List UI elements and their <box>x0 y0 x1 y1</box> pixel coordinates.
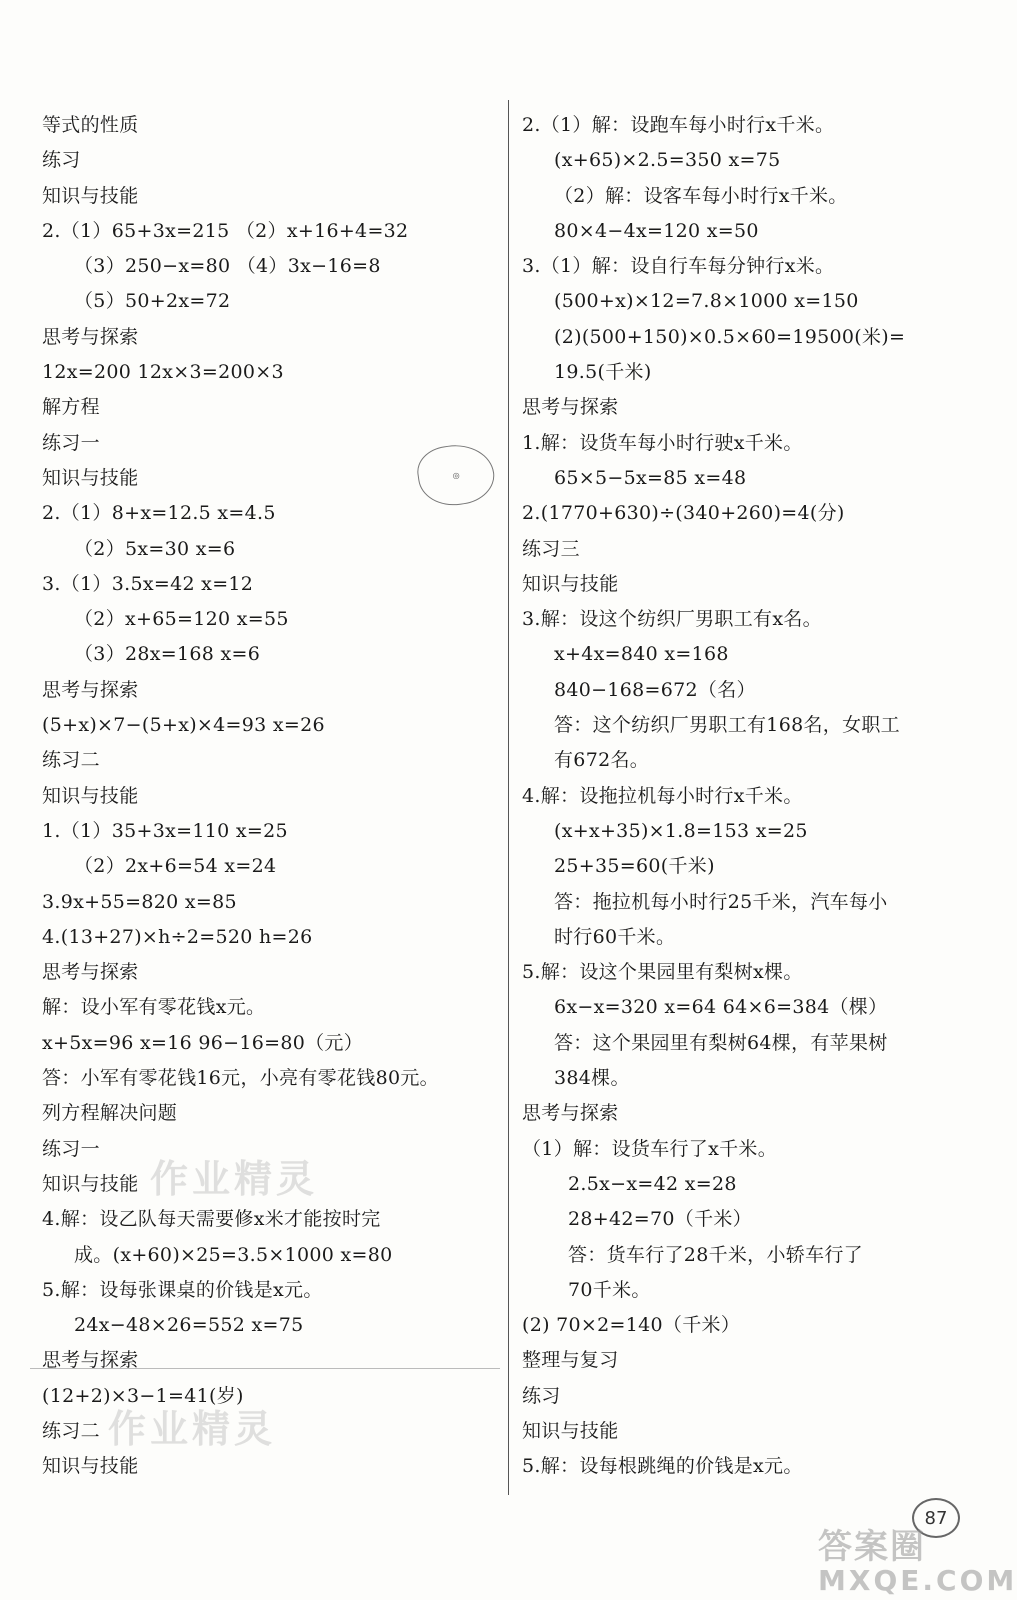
left-line: 成。(x+60)×25=3.5×1000 x=80 <box>74 1243 393 1266</box>
right-line: 6x−x=320 x=64 64×6=384（棵） <box>554 996 888 1019</box>
horizontal-rule <box>30 1368 500 1369</box>
right-line: 25+35=60(千米) <box>554 855 715 878</box>
right-line: (x+65)×2.5=350 x=75 <box>554 149 781 172</box>
watermark: 作业精灵 <box>108 1407 277 1451</box>
left-heading: 练习二 <box>42 1419 100 1442</box>
right-line: 3.解：设这个纺织厂男职工有x名。 <box>522 608 822 631</box>
left-line: 5.解：设每张课桌的价钱是x元。 <box>42 1278 323 1301</box>
right-heading: 知识与技能 <box>522 1419 619 1442</box>
site-logo-bottom: MXQE.COM <box>818 1564 1017 1597</box>
right-line: x+4x=840 x=168 <box>554 643 729 666</box>
left-line: 2.（1）8+x=12.5 x=4.5 <box>42 502 276 525</box>
right-line: 2.（1）解：设跑车每小时行x千米。 <box>522 114 835 136</box>
right-heading: 思考与探索 <box>522 396 619 419</box>
left-line: 2.（1）65+3x=215 （2）x+16+4=32 <box>42 219 409 242</box>
left-heading: 知识与技能 <box>42 784 139 807</box>
left-line: 24x−48×26=552 x=75 <box>74 1314 304 1337</box>
right-line: 5.解：设每根跳绳的价钱是x元。 <box>522 1455 803 1478</box>
watermark: 作业精灵 <box>150 1157 319 1201</box>
left-heading: 思考与探索 <box>42 1349 139 1372</box>
left-line: 12x=200 12x×3=200×3 <box>42 361 284 384</box>
stamp-icon: ◎ <box>414 440 498 510</box>
right-line: 答：货车行了28千米，小轿车行了 <box>568 1243 863 1266</box>
left-heading: 知识与技能 <box>42 1172 139 1195</box>
site-logo-top: 答案圈 <box>818 1527 926 1567</box>
left-heading: 知识与技能 <box>42 466 139 489</box>
left-heading: 思考与探索 <box>42 678 139 701</box>
right-line: 384棵。 <box>554 1067 630 1090</box>
right-heading: 练习三 <box>522 537 580 560</box>
left-line: （5）50+2x=72 <box>74 290 231 313</box>
column-divider <box>508 100 509 1495</box>
right-line: (2) 70×2=140（千米） <box>522 1314 741 1337</box>
left-line: 4.(13+27)×h÷2=520 h=26 <box>42 925 313 948</box>
left-line: （2）2x+6=54 x=24 <box>74 855 277 878</box>
left-line: 解：设小军有零花钱x元。 <box>42 996 266 1019</box>
right-line: 5.解：设这个果园里有梨树x棵。 <box>522 961 803 984</box>
right-line: (500+x)×12=7.8×1000 x=150 <box>554 290 859 313</box>
right-line: 2.(1770+630)÷(340+260)=4(分) <box>522 502 845 525</box>
left-line: 答：小军有零花钱16元，小亮有零花钱80元。 <box>42 1067 439 1090</box>
right-line: 答：这个果园里有梨树64棵，有苹果树 <box>554 1031 888 1054</box>
left-heading: 知识与技能 <box>42 184 139 207</box>
right-line: 19.5(千米) <box>554 361 652 384</box>
left-heading: 练习一 <box>42 1137 100 1160</box>
right-line: 答：这个纺织厂男职工有168名，女职工 <box>554 714 900 737</box>
right-heading: 知识与技能 <box>522 572 619 595</box>
left-line: (12+2)×3−1=41(岁) <box>42 1384 244 1407</box>
left-heading: 思考与探索 <box>42 325 139 348</box>
right-line: 有672名。 <box>554 749 650 772</box>
right-line: 1.解：设货车每小时行驶x千米。 <box>522 431 803 454</box>
left-line: 4.解：设乙队每天需要修x米才能按时完 <box>42 1208 381 1231</box>
right-line: (2)(500+150)×0.5×60=19500(米)= <box>554 325 906 348</box>
right-line: 答：拖拉机每小时行25千米，汽车每小 <box>554 890 888 913</box>
right-line: （1）解：设货车行了x千米。 <box>522 1137 778 1160</box>
right-line: 28+42=70（千米） <box>568 1208 752 1231</box>
left-line: (5+x)×7−(5+x)×4=93 x=26 <box>42 714 325 737</box>
left-heading: 列方程解决问题 <box>42 1102 178 1125</box>
site-logo <box>818 1527 1017 1598</box>
left-line: （3）250−x=80 （4）3x−16=8 <box>74 255 381 278</box>
left-heading: 练习二 <box>42 749 100 772</box>
right-line: 80×4−4x=120 x=50 <box>554 219 759 242</box>
left-heading: 练习一 <box>42 431 100 454</box>
right-heading: 练习 <box>522 1384 561 1407</box>
left-heading: 思考与探索 <box>42 961 139 984</box>
right-line: 65×5−5x=85 x=48 <box>554 466 747 489</box>
left-line: 1.（1）35+3x=110 x=25 <box>42 819 288 842</box>
left-line: x+5x=96 x=16 96−16=80（元） <box>42 1031 363 1054</box>
left-line: （2）5x=30 x=6 <box>74 537 236 560</box>
right-column <box>522 108 982 1485</box>
right-line: 70千米。 <box>568 1278 651 1301</box>
left-heading: 知识与技能 <box>42 1455 139 1478</box>
right-heading: 整理与复习 <box>522 1349 619 1372</box>
left-column <box>42 108 502 1485</box>
right-heading: 思考与探索 <box>522 1102 619 1125</box>
page-number: 87 <box>912 1498 960 1538</box>
left-line: 3.（1）3.5x=42 x=12 <box>42 572 254 595</box>
right-line: 3.（1）解：设自行车每分钟行x米。 <box>522 255 835 278</box>
right-line: （2）解：设客车每小时行x千米。 <box>554 184 848 207</box>
right-line: 840−168=672（名） <box>554 678 756 701</box>
right-line: (x+x+35)×1.8=153 x=25 <box>554 819 808 842</box>
right-line: 2.5x−x=42 x=28 <box>568 1172 737 1195</box>
left-line: （2）x+65=120 x=55 <box>74 608 289 631</box>
left-line: （3）28x=168 x=6 <box>74 643 261 666</box>
right-line: 4.解：设拖拉机每小时行x千米。 <box>522 784 803 807</box>
left-heading: 解方程 <box>42 396 100 419</box>
left-heading: 等式的性质 <box>42 114 139 136</box>
left-heading: 练习 <box>42 149 81 172</box>
left-line: 3.9x+55=820 x=85 <box>42 890 237 913</box>
right-line: 时行60千米。 <box>554 925 676 948</box>
